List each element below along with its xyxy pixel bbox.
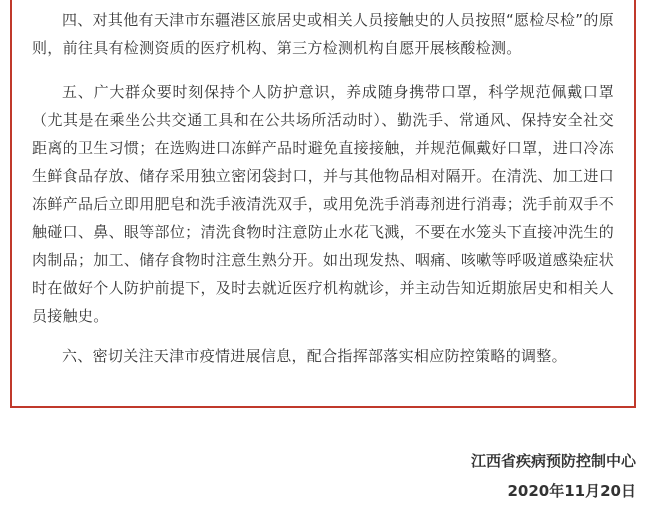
issuing-organization: 江西省疾病预防控制中心 — [470, 452, 636, 470]
paragraph-four: 四、对其他有天津市东疆港区旅居史或相关人员接触史的人员按照“愿检尽检”的原则，前往具有检测资质的医疗机构、第三方检测机构自愿开展核酸检测。 — [32, 11, 614, 57]
signature-block — [471, 446, 636, 506]
paragraph-six: 六、密切关注天津市疫情进展信息，配合指挥部落实相应防控策略的调整。 — [62, 347, 567, 365]
notice-box — [10, 0, 636, 408]
paragraph-five: 五、广大群众要时刻保持个人防护意识，养成随身携带口罩，科学规范佩戴口罩（尤其是在乘坐公共交通工具和在公共场所活动时）、勤洗手、常通风、保持安全社交距离的卫生习惯；在选购进口冻鲜产品时避免直接接触，并规范佩戴好口罩，进口冷冻生鲜食品存放、储存采用独立密闭袋封口，并与其他物品相对隔开。在清洗、加工进口冻鲜产品后立即用肥皂和洗手液清洗双手，或用免洗手消毒剂进行消毒；洗手前双手不触碰口、鼻、眼等部位；清洗食物时注意防止水花飞溅，不要在水笼头下直接冲洗生的肉制品；加工、储存食物时注意生熟分开。如出现发热、咽痛、咳嗽等呼吸道感染症状时在做好个人防护前提下，及时去就近医疗机构就诊，并主动告知近期旅居史和相关人员接触史。 — [32, 83, 614, 325]
issue-date: 2020年11月20日 — [507, 482, 636, 500]
